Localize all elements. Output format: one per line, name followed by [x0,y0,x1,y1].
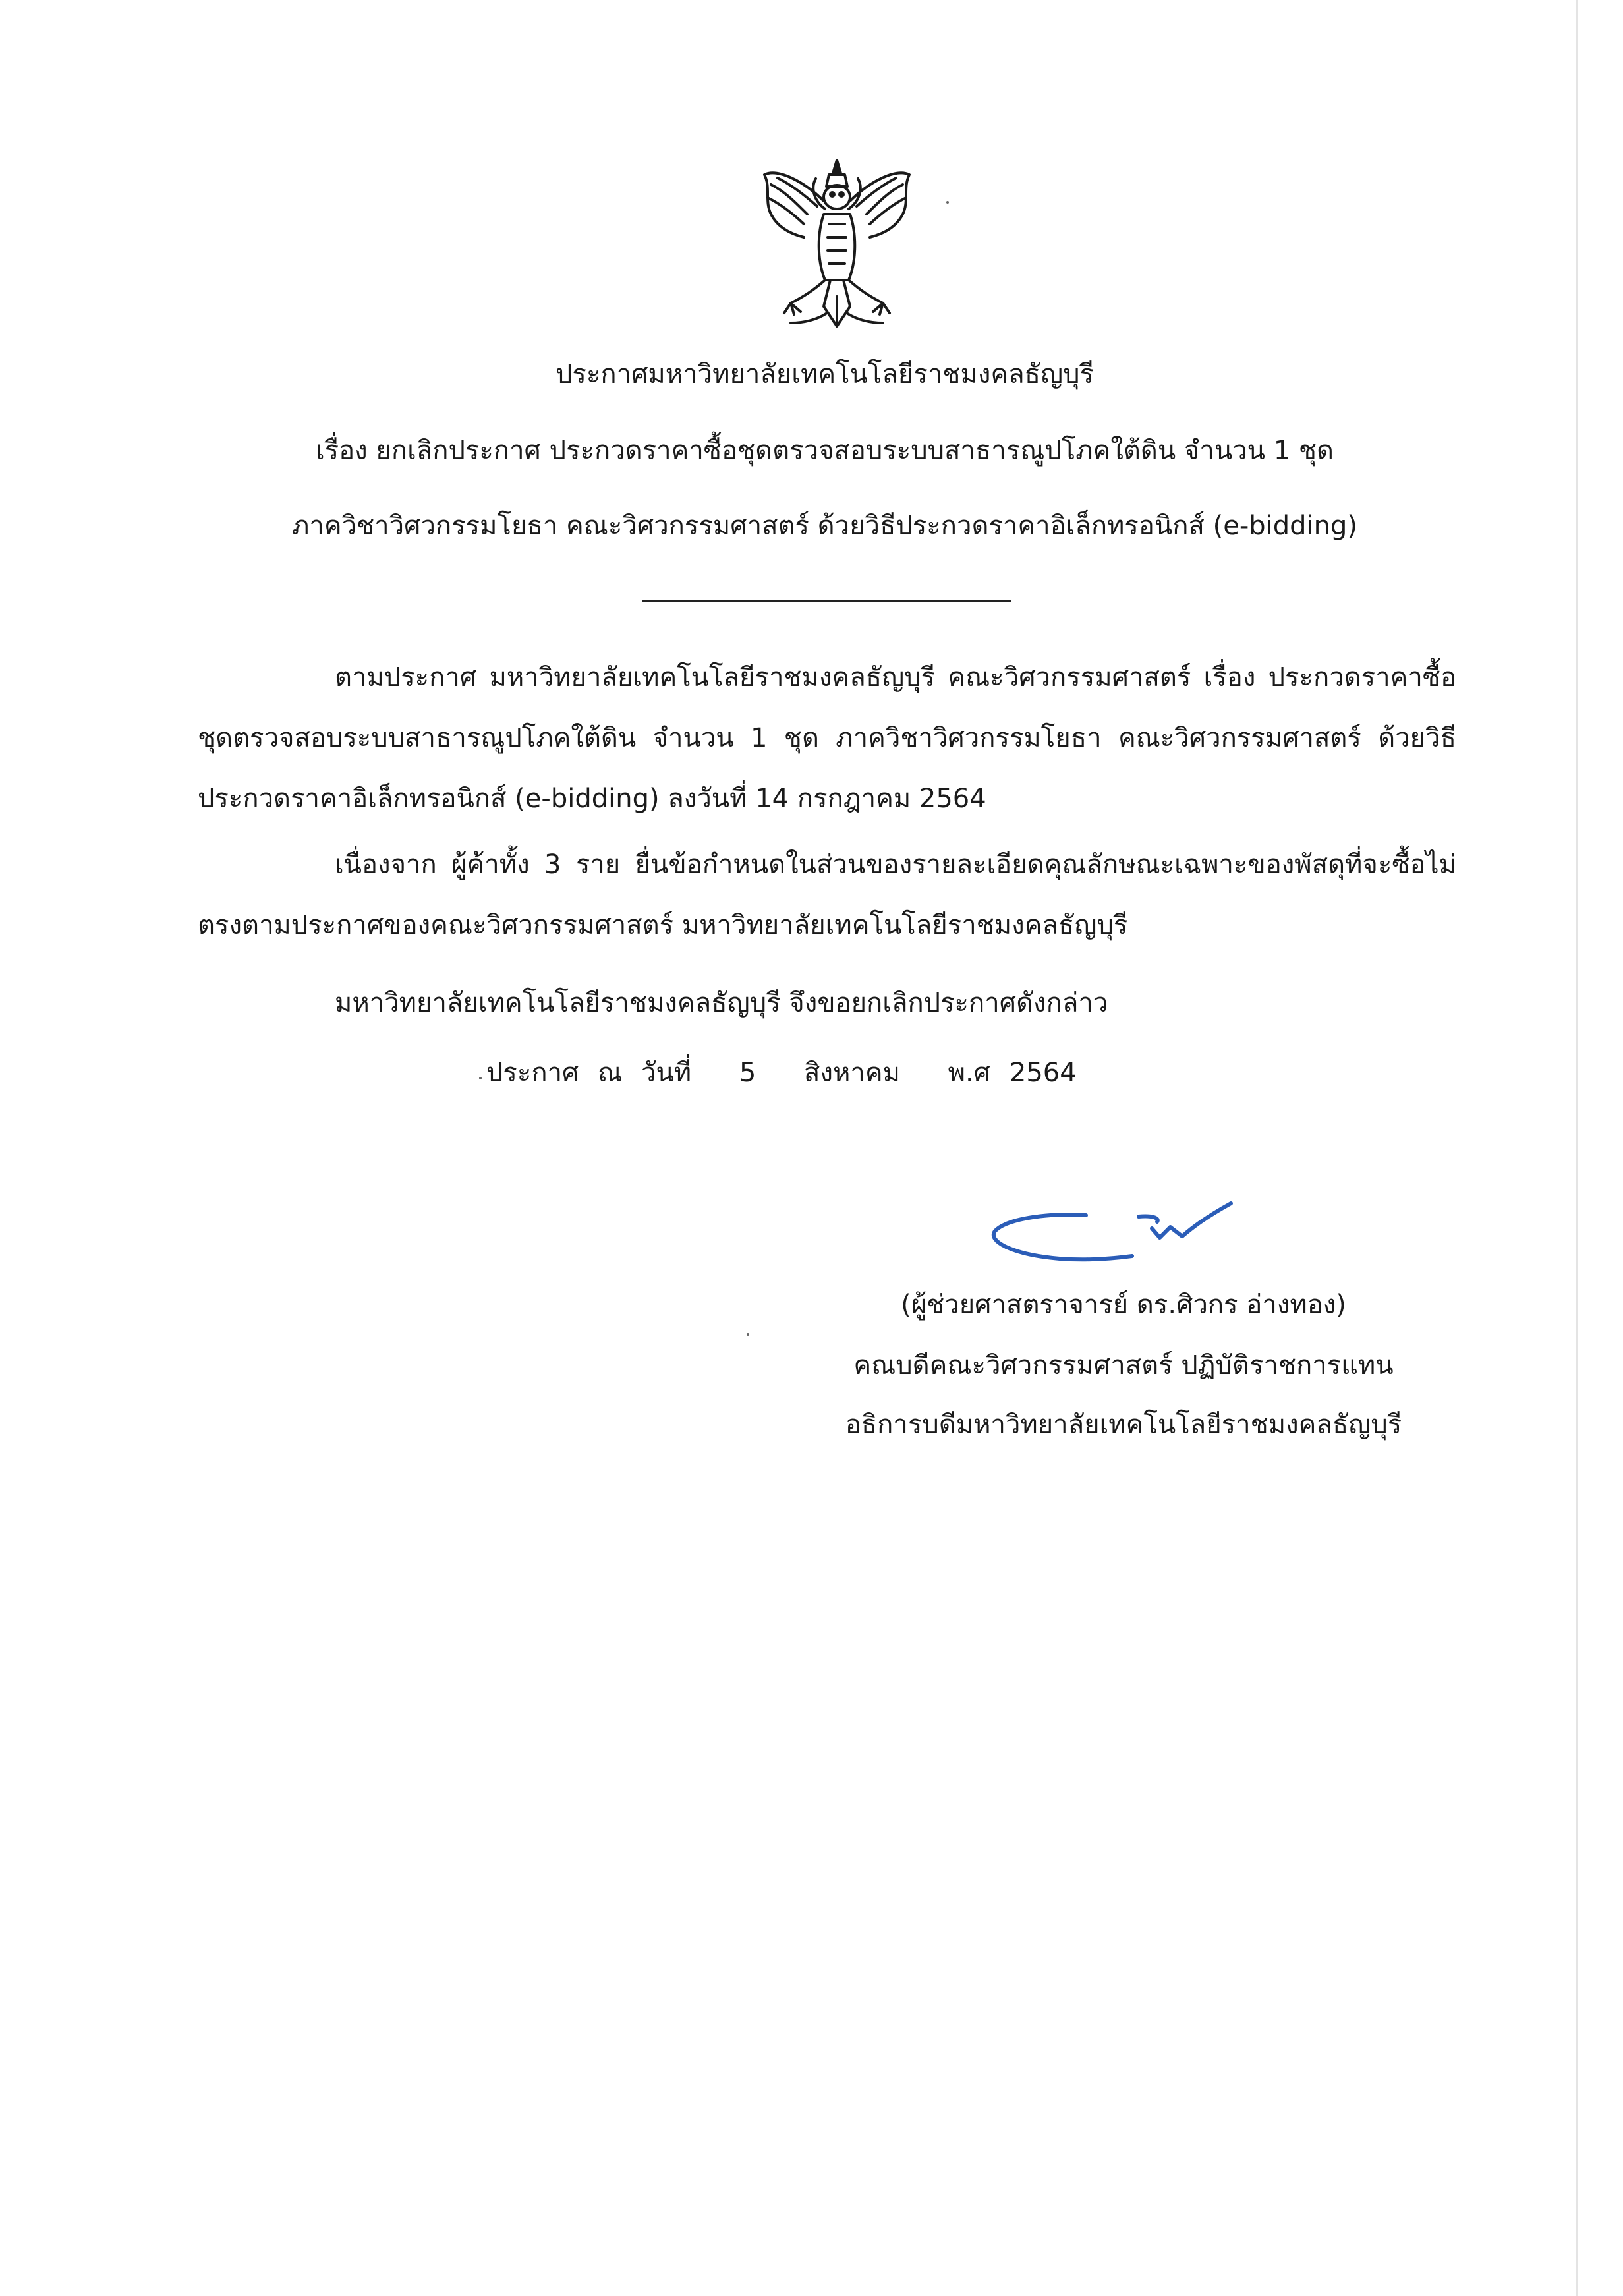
scan-speck [479,1077,482,1079]
page-edge [1576,0,1578,2296]
signer-position-2: อธิการบดีมหาวิทยาลัยเทคโนโลยีราชมงคลธัญบุรี [845,1410,1402,1440]
date-year: 2564 [1009,1058,1077,1088]
date-day: 5 [739,1058,756,1088]
body-paragraph-2: เนื่องจาก ผู้ค้าทั้ง 3 ราย ยื่นข้อกำหนดในส่วนของรายละเอียดคุณลักษณะเฉพาะของพัสดุที่จะซื้อไม่ตรงตามประกาศของคณะวิศวกรรมศาสตร์ มหาวิทยาลัยเทคโนโลยีราชมงคลธัญบุรี [198,849,1456,940]
subject-line-1: เรื่อง ยกเลิกประกาศ ประกวดราคาซื้อชุดตรวจสอบระบบสาธารณูปโภคใต้ดิน จำนวน 1 ชุด [316,436,1334,466]
handwritten-signature [987,1198,1251,1271]
scan-speck [946,201,949,204]
body-paragraph-1: ตามประกาศ มหาวิทยาลัยเทคโนโลยีราชมงคลธัญบุรี คณะวิศวกรรมศาสตร์ เรื่อง ประกวดราคาซื้อชุดตรวจสอบระบบสาธารณูปโภคใต้ดิน จำนวน 1 ชุด ภาควิชาวิศวกรรมโยธา คณะวิศวกรรมศาสตร์ ด้วยวิธีประกวดราคาอิเล็กทรอนิกส์ (e-bidding) ลงวันที่ 14 กรกฎาคม 2564 [198,662,1456,814]
date-day-label: วันที่ [641,1058,692,1088]
date-month: สิงหาคม [804,1058,900,1088]
body-paragraph-3: มหาวิทยาลัยเทคโนโลยีราชมงคลธัญบุรี จึงขอยกเลิกประกาศดังกล่าว [335,988,1108,1018]
announcement-title: ประกาศมหาวิทยาลัยเทคโนโลยีราชมงคลธัญบุรี [555,359,1094,389]
subject-line-2: ภาควิชาวิศวกรรมโยธา คณะวิศวกรรมศาสตร์ ด้วยวิธีประกวดราคาอิเล็กทรอนิกส์ (e-bidding) [291,511,1357,541]
signer-name: (ผู้ช่วยศาสตราจารย์ ดร.ศิวกร อ่างทอง) [901,1290,1346,1320]
garuda-emblem-icon [751,155,923,339]
date-prefix: ประกาศ [486,1058,579,1088]
announcement-date [486,1054,1087,1091]
date-era: พ.ศ [948,1058,991,1088]
date-at: ณ [598,1058,623,1088]
scan-speck [747,1333,749,1336]
signer-position-1: คณบดีคณะวิศวกรรมศาสตร์ ปฏิบัติราชการแทน [853,1350,1394,1381]
divider [642,600,1011,602]
